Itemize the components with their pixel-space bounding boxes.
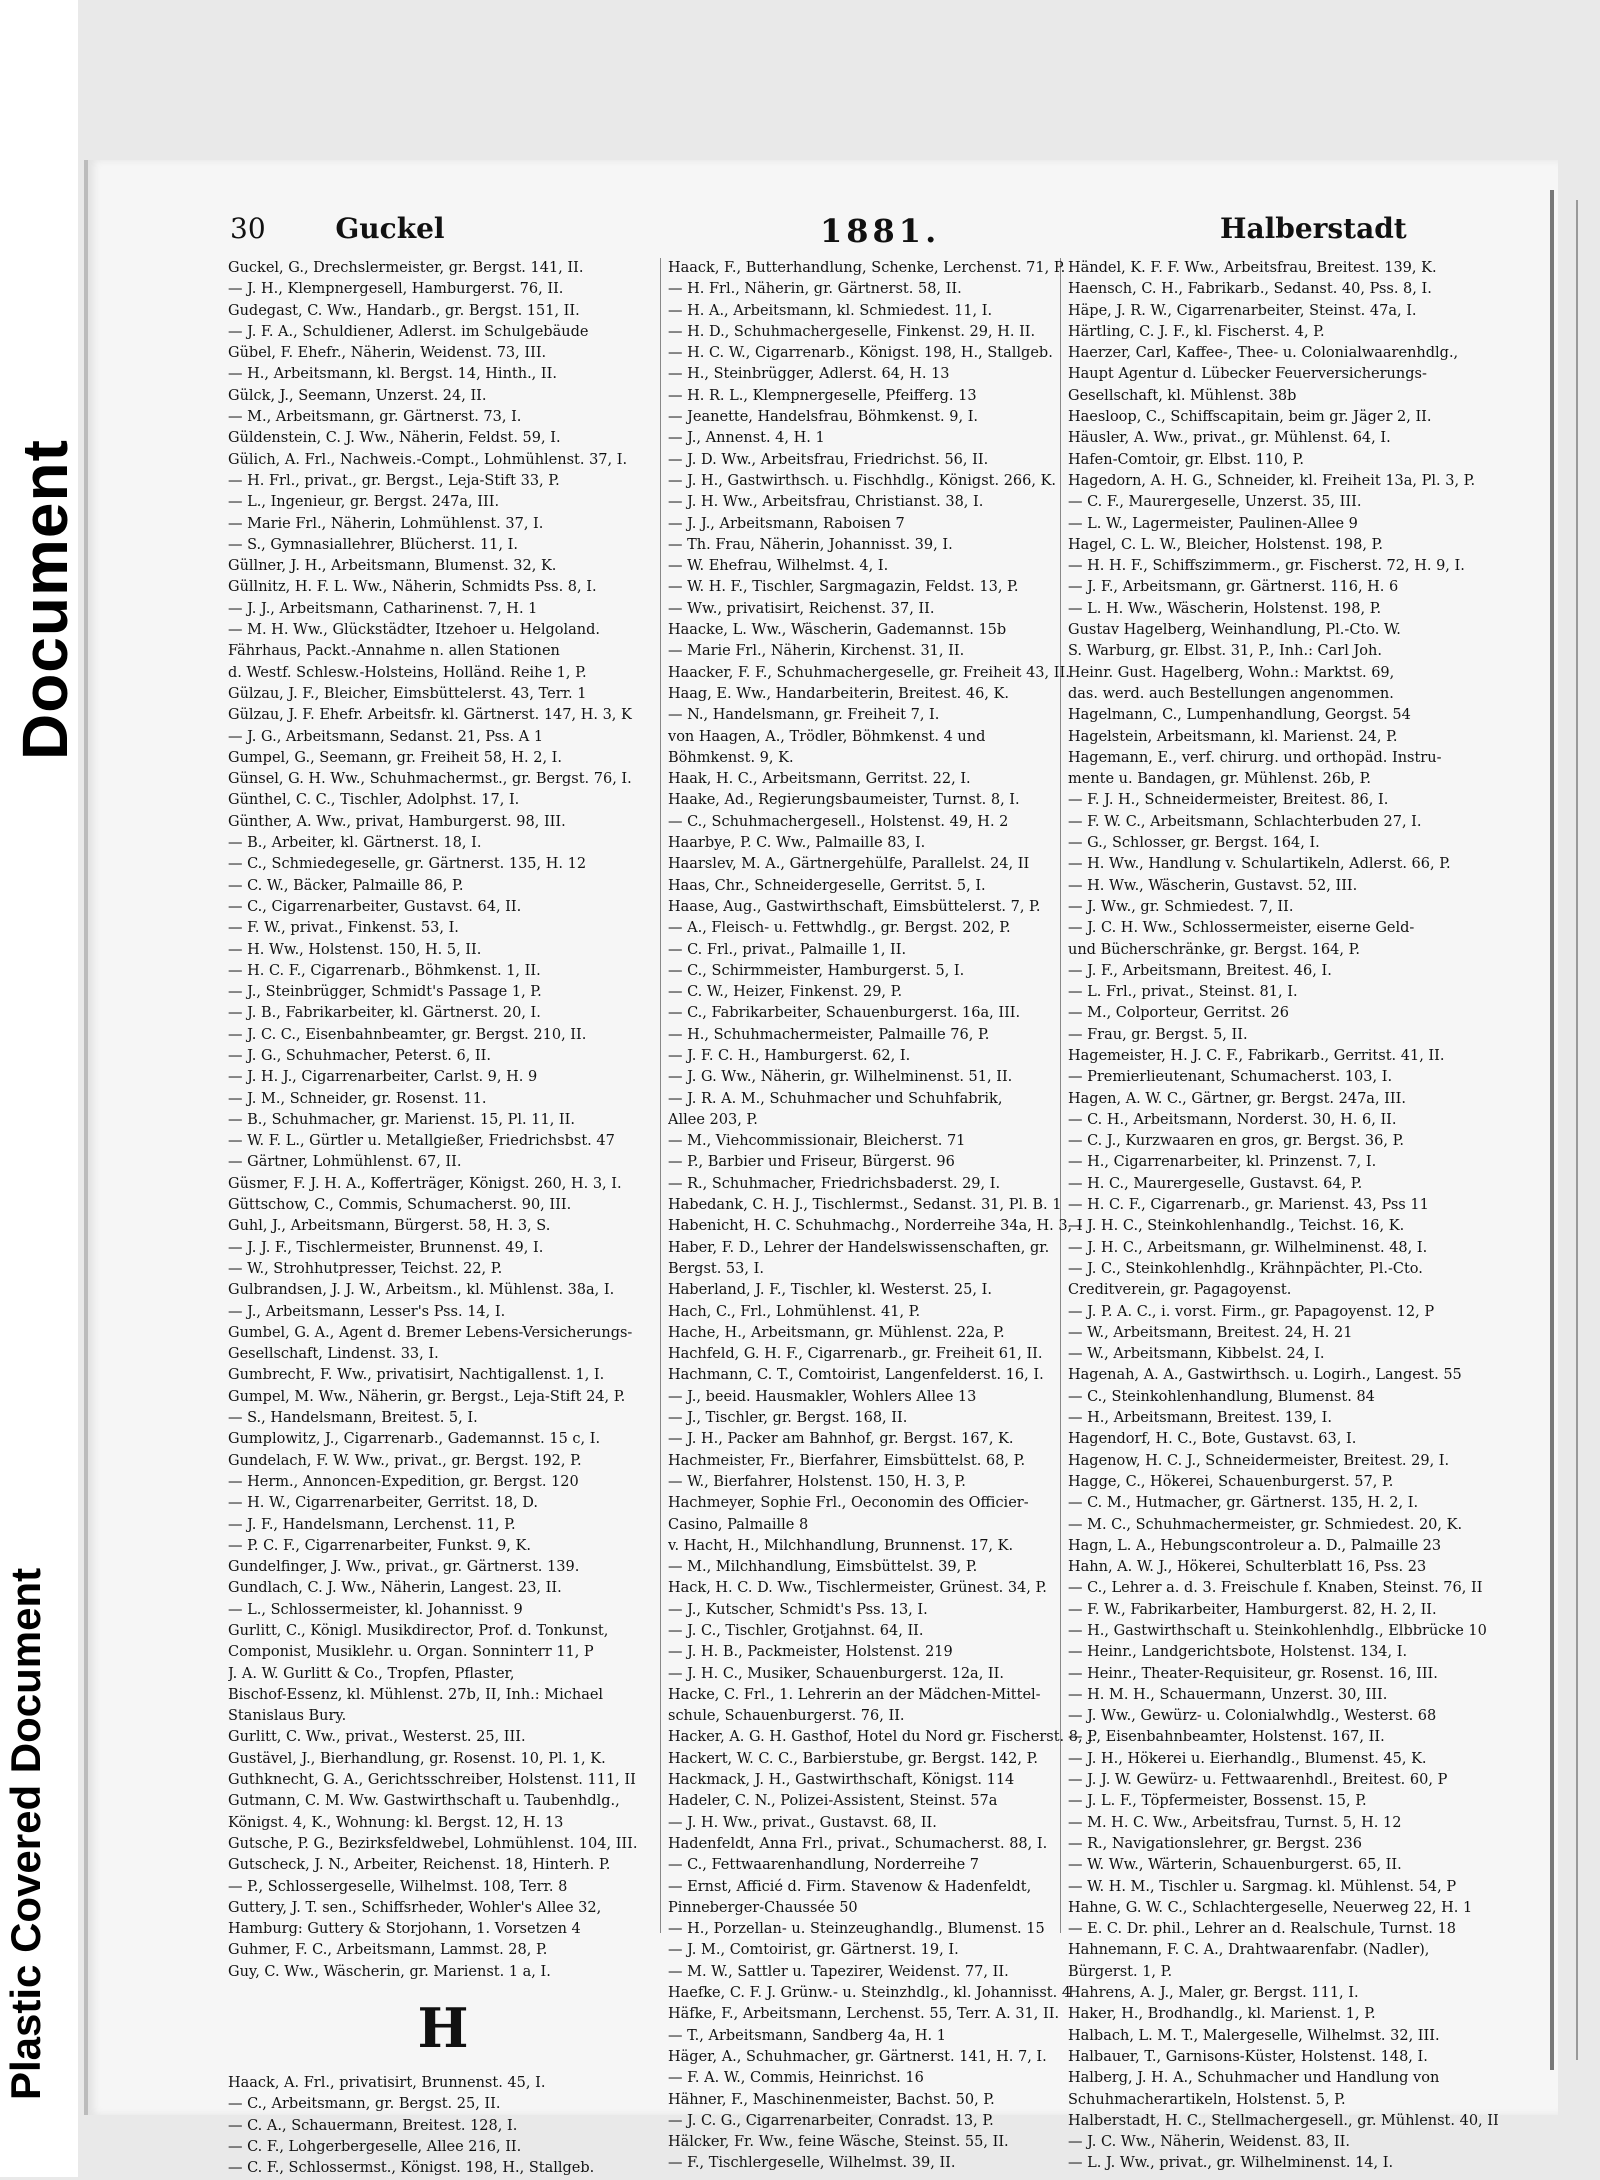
directory-entry: Gumbel, G. A., Agent d. Bremer Lebens-Versicherungs- <box>228 1324 633 1341</box>
column-a <box>228 258 658 2180</box>
directory-entry: — J. H. C., Arbeitsmann, gr. Wilhelminenst. 48, I. <box>1068 1239 1428 1256</box>
directory-entry: — L. W., Lagermeister, Paulinen-Allee 9 <box>1068 515 1358 532</box>
directory-entry: — J. C. H. Ww., Schlossermeister, eiserne Geld- <box>1068 920 1415 937</box>
directory-entry: — H. C., Maurergeselle, Gustavst. 64, P. <box>1068 1175 1363 1192</box>
directory-entry: — C., Fabrikarbeiter, Schauenburgerst. 16a, III. <box>668 1005 1021 1022</box>
directory-entry: Heinr. Gust. Hagelberg, Wohn.: Marktst. 69, <box>1068 664 1395 681</box>
directory-entry: — Heinr., Landgerichtsbote, Holstenst. 134, I. <box>1068 1644 1408 1661</box>
directory-entry: das. werd. auch Bestellungen angenommen. <box>1068 685 1394 702</box>
directory-entry: Hagelstein, Arbeitsmann, kl. Marienst. 24, P. <box>1068 728 1398 745</box>
directory-entry: Gumpel, G., Seemann, gr. Freiheit 58, H. 2, I. <box>228 749 563 766</box>
directory-entry: Haacke, L. Ww., Wäscherin, Gademannst. 15b <box>668 622 1007 639</box>
directory-entry: — Th. Frau, Näherin, Johannisst. 39, I. <box>668 536 953 553</box>
directory-entry: Hachmann, C. T., Comtoirist, Langenfelderst. 16, I. <box>668 1367 1044 1384</box>
directory-entry: — J. P. A. C., i. vorst. Firm., gr. Papagoyenst. 12, P <box>1068 1303 1435 1320</box>
directory-entry: Guthknecht, G. A., Gerichtsschreiber, Holstenst. 111, II <box>228 1772 636 1789</box>
directory-entry: Hadeler, C. N., Polizei-Assistent, Steinst. 57a <box>668 1793 998 1810</box>
directory-entry: Hagenah, A. A., Gastwirthsch. u. Logirh., Langest. 55 <box>1068 1367 1462 1384</box>
directory-entry: — J. C. Ww., Näherin, Weidenst. 83, II. <box>1068 2134 1350 2151</box>
directory-entry: Haack, A. Frl., privatisirt, Brunnenst. 45, I. <box>228 2075 546 2092</box>
directory-entry: — C. Frl., privat., Palmaille 1, II. <box>668 941 907 958</box>
directory-entry: — Heinr., Theater-Requisiteur, gr. Rosenst. 16, III. <box>1068 1665 1438 1682</box>
directory-entry: — B., Arbeiter, kl. Gärtnerst. 18, I. <box>228 835 482 852</box>
directory-entry: — J., Annenst. 4, H. 1 <box>668 430 825 447</box>
directory-entry: — M. H. C. Ww., Arbeitsfrau, Turnst. 5, H. 12 <box>1068 1814 1402 1831</box>
directory-entry: — M., Viehcommissionair, Bleicherst. 71 <box>668 1133 966 1150</box>
directory-entry: Componist, Musiklehr. u. Organ. Sonninterr 11, P <box>228 1644 594 1661</box>
directory-entry: — L. H. Ww., Wäscherin, Holstenst. 198, P. <box>1068 600 1382 617</box>
directory-entry: — C., Schmiedegeselle, gr. Gärtnerst. 135, H. 12 <box>228 856 587 873</box>
directory-entry: Günthel, C. C., Tischler, Adolphst. 17, I. <box>228 792 520 809</box>
directory-entry: — C. J., Kurzwaaren en gros, gr. Bergst. 36, P. <box>1068 1133 1405 1150</box>
column-c <box>1068 258 1508 2175</box>
directory-entry: Hagen, A. W. C., Gärtner, gr. Bergst. 247a, III. <box>1068 1090 1406 1107</box>
column-divider <box>660 258 661 1933</box>
directory-entry: — A., Fleisch- u. Fettwhdlg., gr. Bergst. 202, P. <box>668 920 1011 937</box>
directory-entry: — H. Ww., Wäscherin, Gustavst. 52, III. <box>1068 877 1358 894</box>
directory-entry: von Haagen, A., Trödler, Böhmkenst. 4 und <box>668 728 986 745</box>
directory-entry: — W. H. M., Tischler u. Sargmag. kl. Mühlenst. 54, P <box>1068 1878 1457 1895</box>
directory-entry: — L. Frl., privat., Steinst. 81, I. <box>1068 984 1298 1001</box>
directory-entry: — J. H., Gastwirthsch. u. Fischhdlg., Königst. 266, K. <box>668 472 1057 489</box>
directory-entry: — J. J., Arbeitsmann, Raboisen 7 <box>668 515 905 532</box>
directory-entry: — J., Arbeitsmann, Lesser's Pss. 14, I. <box>228 1303 506 1320</box>
directory-entry: Gülzau, J. F. Ehefr. Arbeitsfr. kl. Gärtnerst. 147, H. 3, K <box>228 707 632 724</box>
directory-entry: — Premierlieutenant, Schumacherst. 103, I. <box>1068 1069 1393 1086</box>
directory-entry: — H., Arbeitsmann, Breitest. 139, I. <box>1068 1410 1332 1427</box>
directory-entry: Hafen-Comtoir, gr. Elbst. 110, P. <box>1068 451 1304 468</box>
directory-entry: — J. B., Fabrikarbeiter, kl. Gärtnerst. 20, I. <box>228 1005 541 1022</box>
directory-entry: Häpe, J. R. W., Cigarrenarbeiter, Steinst. 47a, I. <box>1068 302 1417 319</box>
directory-entry: Bergst. 53, I. <box>668 1260 764 1277</box>
directory-entry: — W., Bierfahrer, Holstenst. 150, H. 3, P. <box>668 1473 966 1490</box>
directory-entry: — H., Schuhmachermeister, Palmaille 76, P. <box>668 1026 990 1043</box>
directory-entry: Gumpel, M. Ww., Näherin, gr. Bergst., Leja-Stift 24, P. <box>228 1388 626 1405</box>
directory-entry: Habenicht, H. C. Schuhmachg., Norderreihe 34a, H. 3, I <box>668 1218 1083 1235</box>
directory-entry: Casino, Palmaille 8 <box>668 1516 809 1533</box>
directory-entry: — M. C., Schuhmachermeister, gr. Schmiedest. 20, K. <box>1068 1516 1463 1533</box>
scan-edge-strip <box>0 0 81 2177</box>
directory-entry: — W., Strohhutpresser, Teichst. 22, P. <box>228 1260 503 1277</box>
directory-entry: — M., Milchhandlung, Eimsbüttelst. 39, P. <box>668 1559 978 1576</box>
directory-entry: — F. A. W., Commis, Heinrichst. 16 <box>668 2070 924 2087</box>
directory-entry: Güttschow, C., Commis, Schumacherst. 90, III. <box>228 1197 572 1214</box>
directory-entry: — J. C., Tischler, Grotjahnst. 64, II. <box>668 1623 924 1639</box>
directory-entry: — C., Arbeitsmann, gr. Bergst. 25, II. <box>228 2096 501 2113</box>
directory-entry: Hamburg: Guttery & Storjohann, 1. Vorsetzen 4 <box>228 1921 581 1938</box>
directory-entry: — L., Ingenieur, gr. Bergst. 247a, III. <box>228 494 500 511</box>
directory-entry: — M., Arbeitsmann, gr. Gärtnerst. 73, I. <box>228 409 522 426</box>
directory-entry: Günsel, G. H. Ww., Schuhmachermst., gr. Bergst. 76, I. <box>228 771 632 788</box>
directory-entry: — H., Gastwirthschaft u. Steinkohlenhdlg., Elbbrücke 10 <box>1068 1623 1487 1639</box>
overlay-label-plastic-covered: Plastic Covered Document <box>2 1567 49 2100</box>
column-b <box>668 258 1098 2175</box>
directory-entry: — C. F., Maurergeselle, Unzerst. 35, III. <box>1068 494 1362 511</box>
directory-entry: Gulbrandsen, J. J. W., Arbeitsm., kl. Mühlenst. 38a, I. <box>228 1282 615 1299</box>
directory-entry: Hacke, C. Frl., 1. Lehrerin an der Mädchen-Mittel- <box>668 1686 1041 1703</box>
directory-entry: — Jeanette, Handelsfrau, Böhmkenst. 9, I. <box>668 409 979 426</box>
directory-entry: Guckel, G., Drechslermeister, gr. Bergst. 141, II. <box>228 260 584 276</box>
directory-entry: — Marie Frl., Näherin, Lohmühlenst. 37, I. <box>228 515 544 532</box>
directory-entry: Halbauer, T., Garnisons-Küster, Holstenst. 148, I. <box>1068 2048 1428 2065</box>
directory-entry: — F. W. C., Arbeitsmann, Schlachterbuden 27, I. <box>1068 813 1422 830</box>
directory-entry: — L., Schlossermeister, kl. Johannisst. 9 <box>228 1601 523 1618</box>
directory-entry: Hagn, L. A., Hebungscontroleur a. D., Palmaille 23 <box>1068 1537 1442 1554</box>
directory-entry: — H., Cigarrenarbeiter, kl. Prinzenst. 7, I. <box>1068 1154 1377 1171</box>
directory-entry: schule, Schauenburgerst. 76, II. <box>668 1708 905 1725</box>
directory-entry: — C. F., Schlossermst., Königst. 198, H., Stallgeb. <box>228 2160 595 2177</box>
directory-entry: — H. R. L., Klempnergeselle, Pfeifferg. 13 <box>668 387 977 404</box>
directory-entry: — J. H., Packer am Bahnhof, gr. Bergst. 167, K. <box>668 1431 1014 1448</box>
directory-entry: — J. J., Arbeitsmann, Catharinenst. 7, H. 1 <box>228 600 538 617</box>
directory-entry: — J. Ww., gr. Schmiedest. 7, II. <box>1068 898 1294 915</box>
directory-entry: — H. Ww., Handlung v. Schulartikeln, Adlerst. 66, P. <box>1068 856 1451 873</box>
directory-entry: — C., Lehrer a. d. 3. Freischule f. Knaben, Steinst. 76, II <box>1068 1580 1483 1597</box>
directory-entry: — F. J. H., Schneidermeister, Breitest. 86, I. <box>1068 792 1389 809</box>
directory-entry: — J. H. B., Packmeister, Holstenst. 219 <box>668 1644 953 1661</box>
directory-entry: — W. F. L., Gürtler u. Metallgießer, Friedrichsbst. 47 <box>228 1133 615 1150</box>
directory-entry: — C., Steinkohlenhandlung, Blumenst. 84 <box>1068 1388 1375 1405</box>
directory-entry: Gumbrecht, F. Ww., privatisirt, Nachtigallenst. 1, I. <box>228 1367 605 1384</box>
directory-entry: Haker, H., Brodhandlg., kl. Marienst. 1, P. <box>1068 2006 1376 2023</box>
directory-entry: v. Hacht, H., Milchhandlung, Brunnenst. 17, K. <box>668 1537 1014 1554</box>
directory-entry: — J. D. Ww., Arbeitsfrau, Friedrichst. 56, II. <box>668 451 989 468</box>
directory-entry: Haupt Agentur d. Lübecker Feuerversicherungs- <box>1068 366 1427 383</box>
directory-entry: mente u. Bandagen, gr. Mühlenst. 26b, P. <box>1068 771 1372 788</box>
directory-entry: — J. G., Arbeitsmann, Sedanst. 21, Pss. A 1 <box>228 728 544 745</box>
directory-entry: Gülich, A. Frl., Nachweis.-Compt., Lohmühlenst. 37, I. <box>228 451 628 468</box>
directory-entry: Hagelmann, C., Lumpenhandlung, Georgst. 54 <box>1068 707 1411 724</box>
directory-entry: — H. Frl., Näherin, gr. Gärtnerst. 58, II. <box>668 281 962 298</box>
directory-entry: Haerzer, Carl, Kaffee-, Thee- u. Colonialwaarenhdlg., <box>1068 345 1459 362</box>
directory-entry: Gülzau, J. F., Bleicher, Eimsbüttelerst. 43, Terr. 1 <box>228 685 587 702</box>
directory-entry: Haase, Aug., Gastwirthschaft, Eimsbüttelerst. 7, P. <box>668 898 1041 915</box>
overlay-label-document: Document <box>9 439 81 760</box>
directory-entry: — C., Schuhmachergesell., Holstenst. 49, H. 2 <box>668 813 1009 830</box>
directory-entry: — H., Steinbrügger, Adlerst. 64, H. 13 <box>668 366 950 383</box>
directory-entry: Hagedorn, A. H. G., Schneider, kl. Freiheit 13a, Pl. 3, P. <box>1068 472 1476 489</box>
directory-entry: — W., Arbeitsmann, Kibbelst. 24, I. <box>1068 1346 1325 1363</box>
directory-entry: — C., Fettwaarenhandlung, Norderreihe 7 <box>668 1857 980 1874</box>
directory-entry: Günther, A. Ww., privat, Hamburgerst. 98, III. <box>228 813 566 830</box>
directory-entry: Bürgerst. 1, P. <box>1068 1963 1173 1980</box>
directory-entry: Häusler, A. Ww., privat., gr. Mühlenst. 64, I. <box>1068 430 1391 447</box>
directory-entry: — H. A., Arbeitsmann, kl. Schmiedest. 11, I. <box>668 302 993 319</box>
directory-entry: — J. Ww., Gewürz- u. Colonialwhdlg., Westerst. 68 <box>1068 1708 1437 1725</box>
directory-entry: — J. J. W. Gewürz- u. Fettwaarenhdl., Breitest. 60, P <box>1068 1772 1448 1789</box>
directory-entry: Haake, Ad., Regierungsbaumeister, Turnst. 8, I. <box>668 792 1020 809</box>
directory-entry: — J. L. F., Töpfermeister, Bossenst. 15, P. <box>1068 1793 1367 1810</box>
directory-entry: d. Westf. Schlesw.-Holsteins, Holländ. Reihe 1, P. <box>228 664 587 681</box>
directory-entry: — P. C. F., Cigarrenarbeiter, Funkst. 9, K. <box>228 1537 531 1554</box>
directory-entry: Gumplowitz, J., Cigarrenarb., Gademannst. 15 c, I. <box>228 1431 601 1448</box>
directory-entry: Böhmkenst. 9, K. <box>668 749 794 766</box>
directory-entry: Hahnemann, F. C. A., Drahtwaarenfabr. (Nadler), <box>1068 1942 1430 1959</box>
directory-entry: Gudegast, C. Ww., Handarb., gr. Bergst. 151, II. <box>228 302 580 319</box>
directory-entry: — Gärtner, Lohmühlenst. 67, II. <box>228 1154 462 1171</box>
directory-entry: — J. C., Steinkohlenhdlg., Krähnpächter, Pl.-Cto. <box>1068 1260 1423 1277</box>
directory-entry: Hach, C., Frl., Lohmühlenst. 41, P. <box>668 1303 921 1320</box>
directory-entry: — J. G., Schuhmacher, Peterst. 6, II. <box>228 1047 491 1064</box>
directory-entry: — H. D., Schuhmachergeselle, Finkenst. 29, H. II. <box>668 323 1036 340</box>
directory-entry: Haefke, C. F. J. Grünw.- u. Steinzhdlg., kl. Johannisst. 4 <box>668 1985 1072 2002</box>
section-letter: H <box>417 1996 469 2061</box>
directory-entry: — H. W., Cigarrenarbeiter, Gerritst. 18, D. <box>228 1495 539 1512</box>
directory-entry: Hähner, F., Maschinenmeister, Bachst. 50, P. <box>668 2091 995 2108</box>
directory-entry: Gübel, F. Ehefr., Näherin, Weidenst. 73, III. <box>228 345 547 362</box>
directory-entry: — M., Colporteur, Gerritst. 26 <box>1068 1005 1289 1022</box>
directory-entry: J. A. W. Gurlitt & Co., Tropfen, Pflaster, <box>228 1665 515 1682</box>
directory-entry: Häfke, F., Arbeitsmann, Lerchenst. 55, Terr. A. 31, II. <box>668 2006 1060 2023</box>
directory-entry: Hahn, A. W. J., Hökerei, Schulterblatt 16, Pss. 23 <box>1068 1559 1427 1576</box>
directory-entry: — S., Gymnasiallehrer, Blücherst. 11, I. <box>228 536 518 553</box>
header-year: 1881. <box>820 212 941 250</box>
directory-entry: — H. C. F., Cigarrenarb., Böhmkenst. 1, II. <box>228 962 541 979</box>
directory-entry: — Frau, gr. Bergst. 5, II. <box>1068 1026 1248 1043</box>
directory-entry: — H. H. F., Schiffszimmerm., gr. Fischerst. 72, H. 9, I. <box>1068 558 1465 575</box>
directory-entry: Gustav Hagelberg, Weinhandlung, Pl.-Cto. W. <box>1068 622 1401 639</box>
directory-entry: Königst. 4, K., Wohnung: kl. Bergst. 12, H. 13 <box>228 1814 564 1831</box>
page-header <box>170 212 1490 262</box>
header-last-name: Halberstadt <box>1220 212 1407 245</box>
directory-entry: Hagel, C. L. W., Bleicher, Holstenst. 198, P. <box>1068 536 1383 553</box>
directory-entry: — J., beeid. Hausmakler, Wohlers Allee 13 <box>668 1388 977 1405</box>
directory-entry: Gundelach, F. W. Ww., privat., gr. Bergst. 192, P. <box>228 1452 582 1469</box>
header-left <box>230 212 445 245</box>
directory-entry: Hackmack, J. H., Gastwirthschaft, Königst. 114 <box>668 1772 1015 1789</box>
directory-entry: — N., Handelsmann, gr. Freiheit 7, I. <box>668 707 940 724</box>
directory-entry: Hachfeld, G. H. F., Cigarrenarb., gr. Freiheit 61, II. <box>668 1346 1043 1363</box>
directory-entry: — J. H. Ww., privat., Gustavst. 68, II. <box>668 1814 937 1831</box>
directory-entry: — M. H. Ww., Glückstädter, Itzehoer u. Helgoland. <box>228 622 600 639</box>
directory-entry: Haber, F. D., Lehrer der Handelswissenschaften, gr. <box>668 1239 1050 1256</box>
directory-entry: — J. C. C., Eisenbahnbeamter, gr. Bergst. 210, II. <box>228 1026 587 1043</box>
directory-entry: — H. M. H., Schauermann, Unzerst. 30, III. <box>1068 1686 1388 1703</box>
directory-entry: — J. R. A. M., Schuhmacher und Schuhfabrik, <box>668 1090 1003 1107</box>
directory-entry: Gesellschaft, kl. Mühlenst. 38b <box>1068 387 1297 404</box>
directory-entry: — C. W., Bäcker, Palmaille 86, P. <box>228 877 464 894</box>
directory-entry: — J., Steinbrügger, Schmidt's Passage 1, P. <box>228 984 542 1001</box>
directory-entry: — J., Tischler, gr. Bergst. 168, II. <box>668 1410 908 1427</box>
directory-entry: Hagenow, H. C. J., Schneidermeister, Breitest. 29, I. <box>1068 1452 1450 1469</box>
directory-entry: — J. F. C. H., Hamburgerst. 62, I. <box>668 1047 911 1064</box>
header-first-name: Guckel <box>335 212 445 245</box>
directory-entry: — C. A., Schauermann, Breitest. 128, I. <box>228 2117 518 2134</box>
directory-entry: Gustävel, J., Bierhandlung, gr. Rosenst. 10, Pl. 1, K. <box>228 1750 606 1767</box>
directory-entry: — J. H., Hökerei u. Eierhandlg., Blumenst. 45, K. <box>1068 1750 1427 1767</box>
directory-entry: Händel, K. F. F. Ww., Arbeitsfrau, Breitest. 139, K. <box>1068 260 1437 276</box>
directory-entry: — J. J. F., Tischlermeister, Brunnenst. 49, I. <box>228 1239 544 1256</box>
directory-entry: Haarbye, P. C. Ww., Palmaille 83, I. <box>668 835 926 852</box>
directory-entry: — R., Navigationslehrer, gr. Bergst. 236 <box>1068 1835 1362 1852</box>
directory-entry: — Marie Frl., Näherin, Kirchenst. 31, II. <box>668 643 965 660</box>
directory-entry: Haack, F., Butterhandlung, Schenke, Lerchenst. 71, P. <box>668 260 1066 276</box>
directory-entry: Häger, A., Schuhmacher, gr. Gärtnerst. 141, H. 7, I. <box>668 2048 1047 2065</box>
directory-entry: — H. Frl., privat., gr. Bergst., Leja-Stift 33, P. <box>228 472 560 489</box>
directory-entry: — F. W., Fabrikarbeiter, Hamburgerst. 82, H. 2, II. <box>1068 1601 1437 1618</box>
directory-entry: — H., Porzellan- u. Steinzeughandlg., Blumenst. 15 <box>668 1921 1045 1938</box>
directory-entry: — W. H. F., Tischler, Sargmagazin, Feldst. 13, P. <box>668 579 1019 596</box>
directory-entry: — C., Cigarrenarbeiter, Gustavst. 64, II. <box>228 898 522 915</box>
directory-entry: Gülck, J., Seemann, Unzerst. 24, II. <box>228 387 487 404</box>
directory-entry: — Herm., Annoncen-Expedition, gr. Bergst. 120 <box>228 1473 579 1490</box>
directory-entry: — J. F., Arbeitsmann, Breitest. 46, I. <box>1068 962 1332 979</box>
directory-entry: Güllner, J. H., Arbeitsmann, Blumenst. 32, K. <box>228 558 557 575</box>
directory-entry: Halberstadt, H. C., Stellmachergesell., gr. Mühlenst. 40, II <box>1068 2112 1499 2129</box>
directory-entry: Haarslev, M. A., Gärtnergehülfe, Parallelst. 24, II <box>668 856 1030 873</box>
directory-entry: — C., Schirmmeister, Hamburgerst. 5, I. <box>668 962 965 979</box>
directory-entry: — J. M., Schneider, gr. Rosenst. 11. <box>228 1090 487 1107</box>
directory-entry: — W. Ehefrau, Wilhelmst. 4, I. <box>668 558 889 575</box>
directory-entry: — F., Tischlergeselle, Wilhelmst. 39, II. <box>668 2155 956 2172</box>
directory-entry: — J. F., Handelsmann, Lerchenst. 11, P. <box>228 1516 516 1533</box>
directory-entry: Haas, Chr., Schneidergeselle, Gerritst. 5, I. <box>668 877 986 894</box>
directory-entry: Hachmeyer, Sophie Frl., Oeconomin des Officier- <box>668 1495 1029 1512</box>
directory-entry: Guhmer, F. C., Arbeitsmann, Lammst. 28, P. <box>228 1942 548 1959</box>
directory-entry: — C. F., Lohgerbergeselle, Allee 216, II. <box>228 2138 522 2155</box>
directory-entry: Hahne, G. W. C., Schlachtergeselle, Neuerweg 22, H. 1 <box>1068 1899 1473 1916</box>
directory-entry: — R., Schuhmacher, Friedrichsbaderst. 29, I. <box>668 1175 1001 1192</box>
directory-entry: Hache, H., Arbeitsmann, gr. Mühlenst. 22a, P. <box>668 1324 1005 1341</box>
directory-entry: Hacker, A. G. H. Gasthof, Hotel du Nord gr. Fischerst. 8, P <box>668 1729 1097 1746</box>
directory-entry: Guy, C. Ww., Wäscherin, gr. Marienst. 1 a, I. <box>228 1963 551 1980</box>
directory-entry: Gurlitt, C. Ww., privat., Westerst. 25, III. <box>228 1729 526 1746</box>
directory-entry: Stanislaus Bury. <box>228 1708 347 1725</box>
directory-entry: — J. F., Arbeitsmann, gr. Gärtnerst. 116, H. 6 <box>1068 579 1399 596</box>
directory-entry: — J. C. G., Cigarrenarbeiter, Conradst. 13, P. <box>668 2112 994 2129</box>
directory-entry: — M. W., Sattler u. Tapezirer, Weidenst. 77, II. <box>668 1963 1009 1980</box>
directory-entry: Allee 203, P. <box>668 1111 758 1128</box>
directory-entry: — B., Schuhmacher, gr. Marienst. 15, Pl. 11, II. <box>228 1111 575 1128</box>
directory-entry: Hälcker, Fr. Ww., feine Wäsche, Steinst. 55, II. <box>668 2134 1009 2151</box>
directory-entry: Hagge, C., Hökerei, Schauenburgerst. 57, P. <box>1068 1473 1394 1490</box>
directory-entry: — J., Eisenbahnbeamter, Holstenst. 167, II. <box>1068 1729 1385 1746</box>
directory-entry: Hagendorf, H. C., Bote, Gustavst. 63, I. <box>1068 1431 1357 1448</box>
directory-entry: — H. C. W., Cigarrenarb., Königst. 198, H., Stallgeb. <box>668 345 1053 362</box>
directory-entry: Haacker, F. F., Schuhmachergeselle, gr. Freiheit 43, II. <box>668 664 1070 681</box>
directory-entry: Bischof-Essenz, kl. Mühlenst. 27b, II, Inh.: Michael <box>228 1686 604 1703</box>
directory-entry: Gesellschaft, Lindenst. 33, I. <box>228 1346 439 1363</box>
directory-entry: Guttery, J. T. sen., Schiffsrheder, Wohler's Allee 32, <box>228 1899 602 1916</box>
directory-entry: — Ernst, Afficié d. Firm. Stavenow & Hadenfeldt, <box>668 1878 1032 1895</box>
directory-entry: — T., Arbeitsmann, Sandberg 4a, H. 1 <box>668 2027 946 2044</box>
directory-entry: — H., Arbeitsmann, kl. Bergst. 14, Hinth., II. <box>228 366 557 383</box>
directory-entry: — J. G. Ww., Näherin, gr. Wilhelminenst. 51, II. <box>668 1069 1013 1086</box>
directory-entry: — J. H. C., Steinkohlenhandlg., Teichst. 16, K. <box>1068 1218 1405 1235</box>
directory-entry: Hachmeister, Fr., Bierfahrer, Eimsbüttelst. 68, P. <box>668 1452 1026 1469</box>
directory-entry: Härtling, C. J. F., kl. Fischerst. 4, P. <box>1068 323 1325 340</box>
directory-entry: Halbach, L. M. T., Malergeselle, Wilhelmst. 32, III. <box>1068 2027 1440 2044</box>
directory-entry: — J. H. J., Cigarrenarbeiter, Carlst. 9, H. 9 <box>228 1069 538 1086</box>
page-number: 30 <box>230 212 266 245</box>
directory-entry: — L. J. Ww., privat., gr. Wilhelminenst. 14, I. <box>1068 2155 1394 2172</box>
directory-entry: — C. H., Arbeitsmann, Norderst. 30, H. 6, II. <box>1068 1111 1397 1128</box>
directory-entry: — J. H., Klempnergesell, Hamburgerst. 76, II. <box>228 281 564 298</box>
directory-entry: und Bücherschränke, gr. Bergst. 164, P. <box>1068 941 1361 958</box>
directory-entry: — P., Barbier und Friseur, Bürgerst. 96 <box>668 1154 955 1171</box>
directory-entry: S. Warburg, gr. Elbst. 31, P., Inh.: Carl Joh. <box>1068 643 1382 660</box>
directory-entry: Gundlach, C. J. Ww., Näherin, Langest. 23, II. <box>228 1580 562 1597</box>
directory-entry: Güldenstein, C. J. Ww., Näherin, Feldst. 59, I. <box>228 430 561 447</box>
next-page-edge-2 <box>1576 200 1578 2060</box>
directory-entry: Haensch, C. H., Fabrikarb., Sedanst. 40, Pss. 8, I. <box>1068 281 1432 298</box>
directory-entry: — F. W., privat., Finkenst. 53, I. <box>228 920 459 937</box>
directory-entry: Haberland, J. F., Tischler, kl. Westerst. 25, I. <box>668 1282 992 1299</box>
directory-entry: — E. C. Dr. phil., Lehrer an d. Realschule, Turnst. 18 <box>1068 1921 1456 1938</box>
directory-entry: — Ww., privatisirt, Reichenst. 37, II. <box>668 600 935 617</box>
directory-entry: Guhl, J., Arbeitsmann, Bürgerst. 58, H. 3, S. <box>228 1218 551 1235</box>
directory-entry: Gurlitt, C., Königl. Musikdirector, Prof. d. Tonkunst, <box>228 1623 609 1639</box>
directory-entry: Haak, H. C., Arbeitsmann, Gerritst. 22, I. <box>668 771 971 788</box>
directory-entry: — J. H. C., Musiker, Schauenburgerst. 12a, II. <box>668 1665 1004 1682</box>
directory-entry: Gutscheck, J. N., Arbeiter, Reichenst. 18, Hinterh. P. <box>228 1857 611 1874</box>
directory-entry: — J. F. A., Schuldiener, Adlerst. im Schulgebäude <box>228 323 589 340</box>
directory-entry: — W. Ww., Wärterin, Schauenburgerst. 65, II. <box>1068 1857 1402 1874</box>
directory-entry: Habedank, C. H. J., Tischlermst., Sedanst. 31, Pl. B. 1 <box>668 1197 1062 1214</box>
directory-entry: Hahrens, A. J., Maler, gr. Bergst. 111, I. <box>1068 1985 1359 2002</box>
directory-entry: Hack, H. C. D. Ww., Tischlermeister, Grünest. 34, P. <box>668 1580 1047 1597</box>
directory-entry: — S., Handelsmann, Breitest. 5, I. <box>228 1410 478 1427</box>
directory-entry: Creditverein, gr. Pagagoyenst. <box>1068 1282 1292 1299</box>
directory-entry: — J. M., Comtoirist, gr. Gärtnerst. 19, I. <box>668 1942 959 1959</box>
directory-entry: Güsmer, F. J. H. A., Kofferträger, Königst. 260, H. 3, I. <box>228 1175 622 1192</box>
directory-entry: Haesloop, C., Schiffscapitain, beim gr. Jäger 2, II. <box>1068 409 1432 426</box>
directory-entry: — H. Ww., Holstenst. 150, H. 5, II. <box>228 941 482 958</box>
directory-entry: Haag, E. Ww., Handarbeiterin, Breitest. 46, K. <box>668 685 1009 702</box>
directory-entry: Hagemann, E., verf. chirurg. und orthopäd. Instru- <box>1068 749 1442 766</box>
directory-entry: — J., Kutscher, Schmidt's Pss. 13, I. <box>668 1601 928 1618</box>
directory-entry: Gundelfinger, J. Ww., privat., gr. Gärtnerst. 139. <box>228 1559 580 1576</box>
directory-entry: — C. W., Heizer, Finkenst. 29, P. <box>668 984 903 1001</box>
directory-entry: — G., Schlosser, gr. Bergst. 164, I. <box>1068 835 1320 852</box>
directory-entry: — W., Arbeitsmann, Breitest. 24, H. 21 <box>1068 1324 1353 1341</box>
directory-entry: Hackert, W. C. C., Barbierstube, gr. Bergst. 142, P. <box>668 1750 1038 1767</box>
directory-entry: Hagemeister, H. J. C. F., Fabrikarb., Gerritst. 41, II. <box>1068 1047 1445 1064</box>
next-page-edge <box>1550 190 1554 2070</box>
directory-entry: Hadenfeldt, Anna Frl., privat., Schumacherst. 88, I. <box>668 1835 1048 1852</box>
directory-entry: — H. C. F., Cigarrenarb., gr. Marienst. 43, Pss 11 <box>1068 1197 1429 1214</box>
directory-entry: Schuhmacherartikeln, Holstenst. 5, P. <box>1068 2091 1346 2108</box>
directory-entry: Fährhaus, Packt.-Annahme n. allen Stationen <box>228 643 560 660</box>
directory-entry: Güllnitz, H. F. L. Ww., Näherin, Schmidts Pss. 8, I. <box>228 579 597 596</box>
directory-entry: — P., Schlossergeselle, Wilhelmst. 108, Terr. 8 <box>228 1878 568 1895</box>
directory-entry: Halberg, J. H. A., Schuhmacher und Handlung von <box>1068 2070 1440 2087</box>
directory-entry: Gutmann, C. M. Ww. Gastwirthschaft u. Taubenhdlg., <box>228 1793 620 1810</box>
directory-entry: — C. M., Hutmacher, gr. Gärtnerst. 135, H. 2, I. <box>1068 1495 1419 1512</box>
directory-entry: Gutsche, P. G., Bezirksfeldwebel, Lohmühlenst. 104, III. <box>228 1835 638 1852</box>
directory-entry: Pinneberger-Chaussée 50 <box>668 1899 858 1916</box>
directory-entry: — J. H. Ww., Arbeitsfrau, Christianst. 38, I. <box>668 494 984 511</box>
